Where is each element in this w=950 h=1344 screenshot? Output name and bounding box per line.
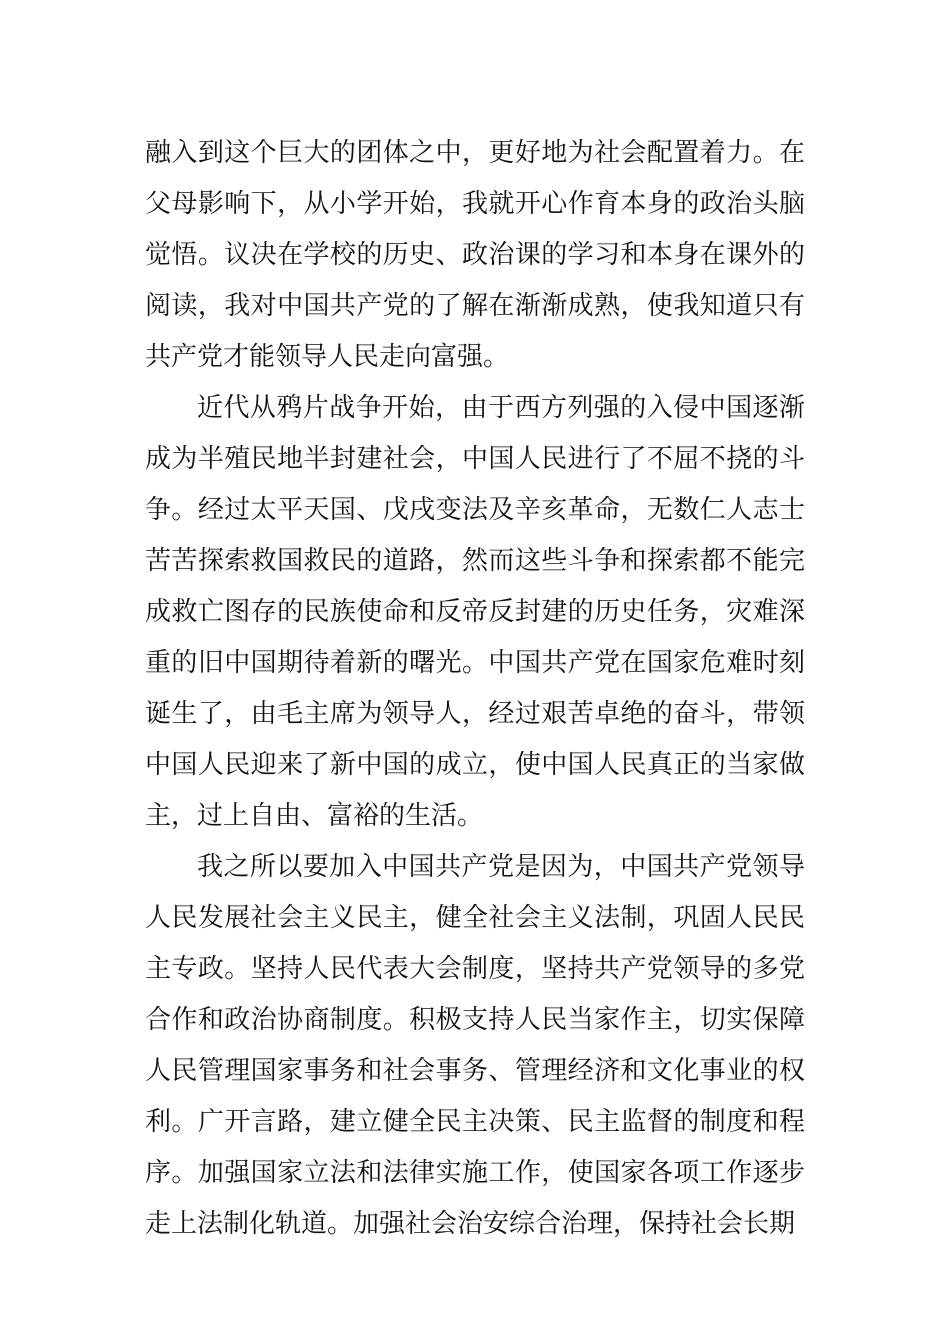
- paragraph-2: 近代从鸦片战争开始，由于西方列强的入侵中国逐渐成为半殖民地半封建社会，中国人民进行了不屈不挠的斗争。经过太平天国、戊戌变法及辛亥革命，无数仁人志士苦苦探索救国救民的道路，然而这些斗争和探索都不能完成救亡图存的民族使命和反帝反封建的历史任务，灾难深重的旧中国期待着新的曙光。中国共产党在国家危难时刻诞生了，由毛主席为领导人，经过艰苦卓绝的奋斗，带领中国人民迎来了新中国的成立，使中国人民真正的当家做主，过上自由、富裕的生活。: [145, 393, 805, 831]
- paragraph-1: 融入到这个巨大的团体之中，更好地为社会配置着力。在父母影响下，从小学开始，我就开心作育本身的政治头脑觉悟。议决在学校的历史、政治课的学习和本身在课外的阅读，我对中国共产党的了解在渐渐成熟，使我知道只有共产党才能领导人民走向富强。: [145, 138, 805, 372]
- paragraph-3: 我之所以要加入中国共产党是因为，中国共产党领导人民发展社会主义民主，健全社会主义法制，巩固人民民主专政。坚持人民代表大会制度，坚持共产党领导的多党合作和政治协商制度。积极支持人民当家作主，切实保障人民管理国家事务和社会事务、管理经济和文化事业的权利。广开言路，建立健全民主决策、民主监督的制度和程序。加强国家立法和法律实施工作，使国家各项工作逐步走上法制化轨道。加强社会治安综合治理，保持社会长期: [145, 852, 805, 1239]
- document-page: [145, 128, 805, 1250]
